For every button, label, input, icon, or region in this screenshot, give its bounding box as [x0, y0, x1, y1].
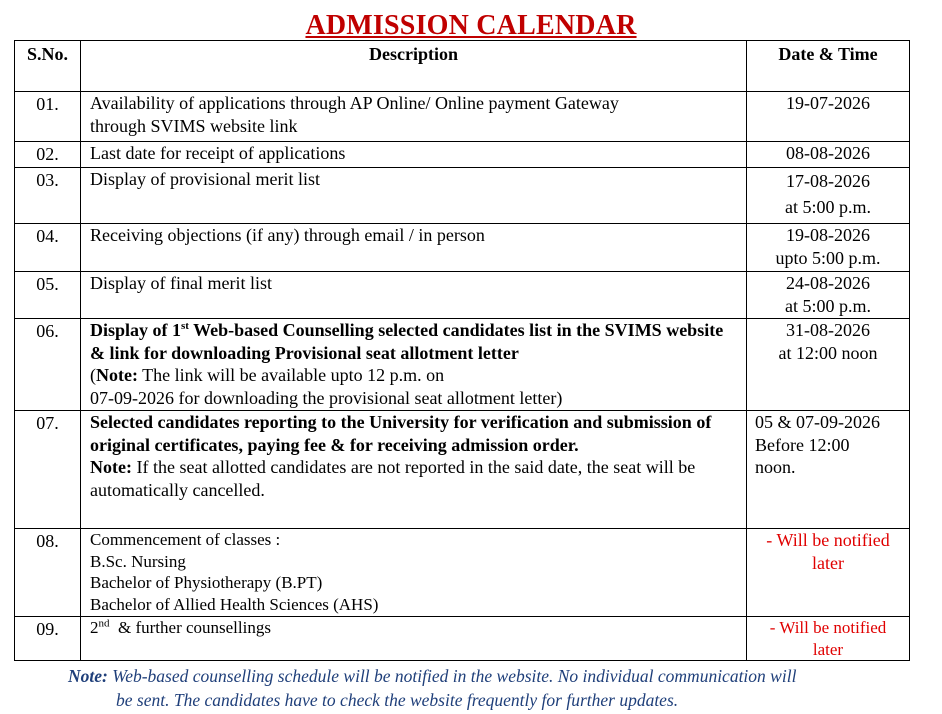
- desc-line: through SVIMS website link: [90, 115, 298, 136]
- row-date: [747, 529, 910, 617]
- date-line: noon.: [755, 457, 796, 477]
- footer-note-line2: be sent. The candidates have to check the website frequently for further updates.: [116, 690, 679, 710]
- date-line: 19-08-2026: [786, 225, 870, 245]
- date-line: - Will be notified: [766, 530, 890, 550]
- table-row: [15, 529, 910, 617]
- table-row: [15, 168, 910, 224]
- row-sno: 04.: [15, 224, 81, 272]
- row-date: [747, 92, 910, 142]
- date-line: later: [812, 552, 844, 573]
- desc-line: Bachelor of Allied Health Sciences (AHS): [90, 594, 379, 614]
- row-sno: 02.: [15, 142, 81, 168]
- row-date: [747, 168, 910, 224]
- row-description: Last date for receipt of applications: [81, 142, 747, 168]
- table-row: [15, 411, 910, 529]
- date-line: 17-08-2026: [786, 171, 870, 191]
- footer-note-line1: Web-based counselling schedule will be notified in the website. No individual communication will: [107, 666, 797, 686]
- row-description: [81, 319, 747, 411]
- note-label: Note:: [90, 457, 132, 477]
- row-description: [81, 411, 747, 529]
- date-line: later: [812, 639, 844, 659]
- row-sno: 08.: [15, 529, 81, 617]
- page-title: ADMISSION CALENDAR: [305, 10, 637, 41]
- footer-note-label: Note:: [68, 666, 108, 686]
- header-description: Description: [81, 41, 747, 92]
- date-line: at 5:00 p.m.: [785, 197, 871, 217]
- header-sno: S.No.: [15, 41, 81, 92]
- row-description: Display of provisional merit list: [81, 168, 747, 224]
- admission-calendar-table: [14, 40, 910, 661]
- desc-note: (Note: The link will be available upto 12 p.m. on: [90, 365, 445, 385]
- table-row: [15, 92, 910, 142]
- desc-line: Bachelor of Physiotherapy (B.PT): [90, 573, 323, 592]
- desc-bold-text: Display of 1st Web-based Counselling selected candidates list in the SVIMS website & link for downloading Provisional seat allotment letter: [90, 320, 724, 363]
- desc-line: Availability of applications through AP Online/ Online payment Gateway: [90, 93, 619, 113]
- date-line: 31-08-2026: [786, 320, 870, 340]
- row-sno: 05.: [15, 272, 81, 319]
- row-description: [81, 529, 747, 617]
- desc-note-line: 07-09-2026 for downloading the provisional seat allotment letter): [90, 387, 563, 408]
- table-row: [15, 142, 910, 168]
- desc-line: Commencement of classes :: [90, 530, 281, 549]
- row-date: [747, 411, 910, 529]
- table-row: [15, 224, 910, 272]
- header-date-time: Date & Time: [747, 41, 910, 92]
- row-description: [81, 92, 747, 142]
- row-sno: 06.: [15, 319, 81, 411]
- row-sno: 09.: [15, 617, 81, 661]
- row-sno: 01.: [15, 92, 81, 142]
- table-header-row: [15, 41, 910, 92]
- row-sno: 03.: [15, 168, 81, 224]
- row-date: [747, 319, 910, 411]
- row-date: [747, 617, 910, 661]
- date-line: - Will be notified: [769, 618, 887, 637]
- row-date: [747, 272, 910, 319]
- footer-note: [68, 664, 868, 712]
- note-label: Note:: [96, 365, 138, 385]
- desc-note: Note: If the seat allotted candidates are not reported in the said date, the seat will be automatically cancelled.: [90, 457, 696, 500]
- date-line: at 12:00 noon: [778, 342, 878, 363]
- date-line: Before 12:00: [755, 434, 850, 455]
- desc-bold-text: Selected candidates reporting to the University for verification and submission of original certificates, paying fee & for receiving admission order.: [90, 412, 712, 455]
- row-description: 2nd & further counsellings: [81, 617, 747, 661]
- table-row: [15, 319, 910, 411]
- table-row: [15, 617, 910, 661]
- row-description: Display of final merit list: [81, 272, 747, 319]
- date-line: 19-07-2026: [786, 93, 870, 113]
- date-line: 05 & 07-09-2026: [755, 412, 880, 432]
- row-sno: 07.: [15, 411, 81, 529]
- desc-line: B.Sc. Nursing: [90, 551, 186, 571]
- date-line: upto 5:00 p.m.: [775, 247, 881, 268]
- row-description: Receiving objections (if any) through email / in person: [81, 224, 747, 272]
- row-date: [747, 224, 910, 272]
- date-line: at 5:00 p.m.: [785, 295, 871, 316]
- date-line: 24-08-2026: [786, 273, 870, 293]
- table-row: [15, 272, 910, 319]
- row-date: 08-08-2026: [747, 142, 910, 168]
